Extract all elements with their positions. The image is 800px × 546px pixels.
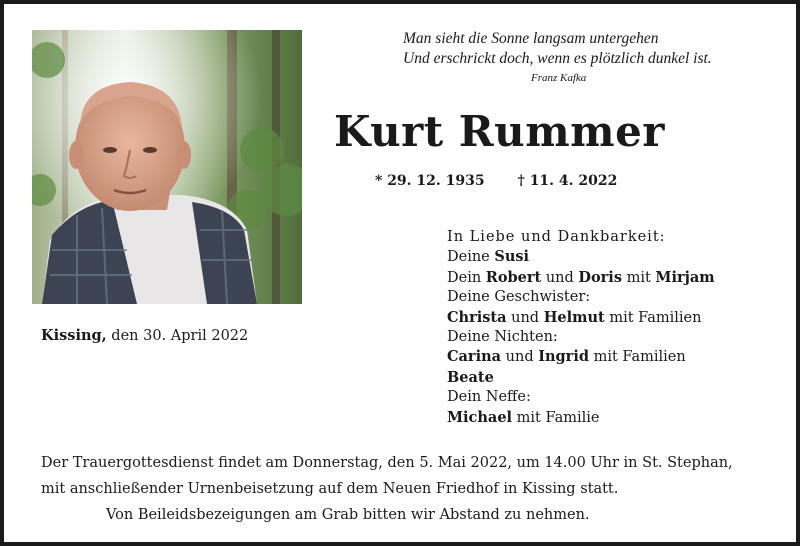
mourner-line xyxy=(447,347,715,367)
mourners-heading: In Liebe und Dankbarkeit: xyxy=(447,229,666,245)
mourner-line xyxy=(447,268,715,288)
mourner-group-label: Deine Geschwister: xyxy=(447,289,591,306)
deceased-name: Kurt Rummer xyxy=(334,107,665,156)
mourner-name: Michael xyxy=(447,408,513,426)
mourner-suffix: mit Familien xyxy=(604,309,702,326)
mourners-list xyxy=(447,228,715,428)
service-line-2: mit anschließender Urnenbeisetzung auf dem Neuen Friedhof in Kissing statt. xyxy=(41,481,619,497)
place-and-date xyxy=(41,327,248,344)
service-line-1: Der Trauergottesdienst findet am Donnerstag, den 5. Mai 2022, um 14.00 Uhr in St. Stephan, xyxy=(41,455,733,471)
mourner-group-label: Deine Nichten: xyxy=(447,329,558,346)
service-line-3: Von Beileidsbezeigungen am Grab bitten wir Abstand zu nehmen. xyxy=(106,507,590,523)
mourner-name: Doris xyxy=(578,268,622,286)
mourner-prefix: Dein xyxy=(447,269,486,286)
mourner-connector: und xyxy=(501,349,539,366)
mourner-connector: mit xyxy=(621,269,656,286)
mourner-name: Beate xyxy=(447,368,494,386)
death-date: † 11. 4. 2022 xyxy=(517,173,618,189)
mourner-connector: und xyxy=(506,309,544,326)
mourner-prefix: Deine xyxy=(447,249,495,266)
life-dates xyxy=(375,173,617,189)
mourner-line xyxy=(447,308,715,328)
mourner-name: Mirjam xyxy=(655,268,715,286)
mourner-name: Robert xyxy=(485,268,542,286)
service-info xyxy=(41,450,733,528)
birth-date: * 29. 12. 1935 xyxy=(375,173,485,189)
mourner-name: Carina xyxy=(447,348,502,366)
mourner-line xyxy=(447,247,715,267)
mourner-suffix: mit Familien xyxy=(588,349,686,366)
mourner-connector: und xyxy=(541,269,579,286)
mourner-name: Susi xyxy=(494,248,530,266)
quote-line-1: Man sieht die Sonne langsam untergehen xyxy=(403,30,659,47)
place-name: Kissing, xyxy=(41,327,107,344)
poem-quote xyxy=(403,29,763,69)
mourner-group-label: Dein Neffe: xyxy=(447,389,531,406)
mourner-name: Ingrid xyxy=(538,348,589,366)
mourner-name: Christa xyxy=(447,308,507,326)
mourner-name: Helmut xyxy=(543,308,605,326)
mourner-line xyxy=(447,408,715,428)
notice-date: den 30. April 2022 xyxy=(106,328,249,344)
quote-author: Franz Kafka xyxy=(531,72,587,84)
mourner-suffix: mit Familie xyxy=(512,409,600,426)
quote-line-2: Und erschrickt doch, wenn es plötzlich dunkel ist. xyxy=(403,50,712,67)
mourner-line xyxy=(447,368,715,388)
portrait-photo xyxy=(32,30,302,304)
